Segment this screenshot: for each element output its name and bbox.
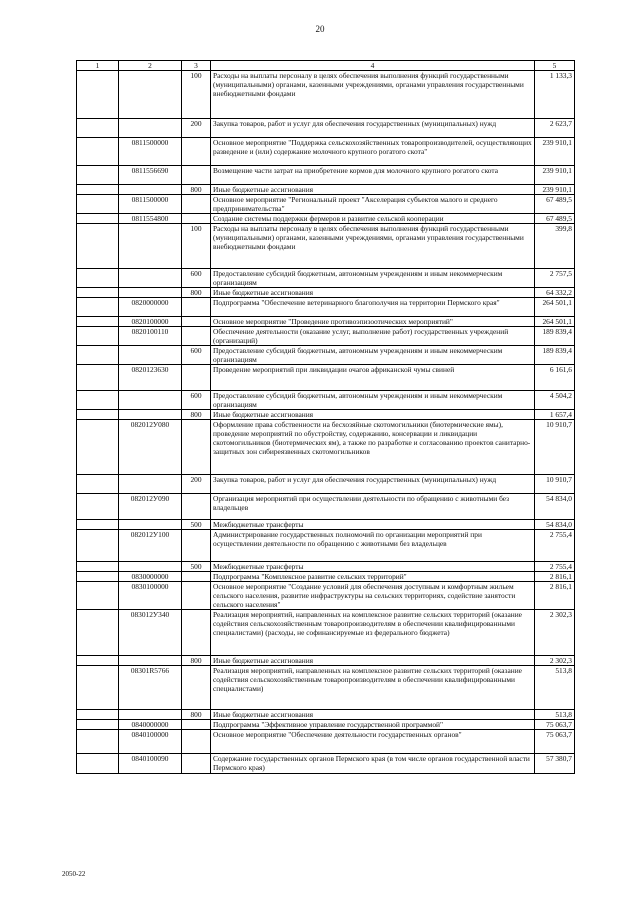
- description-cell: Предоставление субсидий бюджетным, автономным учреждениям и иным некоммерческим организациям: [211, 391, 535, 410]
- description-cell: Основное мероприятие "Проведение противоэпизоотических мероприятий": [211, 317, 535, 327]
- description-cell: Иные бюджетные ассигнования: [211, 410, 535, 420]
- table-row: [77, 530, 575, 562]
- amount-cell: 2 757,5: [535, 269, 575, 288]
- code-cell: 0820123630: [119, 365, 182, 391]
- description-cell: Межбюджетные трансферты: [211, 520, 535, 530]
- blank-cell: [77, 410, 119, 420]
- expense-type-cell: [182, 327, 211, 346]
- amount-cell: 64 332,2: [535, 288, 575, 298]
- amount-cell: 10 910,7: [535, 475, 575, 494]
- code-cell: [119, 410, 182, 420]
- code-cell: 0820100110: [119, 327, 182, 346]
- blank-cell: [77, 195, 119, 214]
- blank-cell: [77, 666, 119, 710]
- blank-cell: [77, 610, 119, 656]
- code-cell: [119, 710, 182, 720]
- description-cell: Оформление права собственности на бесхозяйные скотомогильники (биотермические ямы), проведение мероприятий по обустройству, содержанию, консервации и ликвидации скотомогильников (биотермических ям), а также по разработке и согласованию проектов санитарно-защитных зон сибиреязвенных скотомогильников: [211, 420, 535, 475]
- expense-type-cell: [182, 610, 211, 656]
- blank-cell: [77, 224, 119, 269]
- code-cell: [119, 475, 182, 494]
- description-cell: Возмещение части затрат на приобретение кормов для молочного крупного рогатого скота: [211, 166, 535, 185]
- description-cell: Администрирование государственных полномочий по организации мероприятий при осуществлении деятельности по обращению с животными без владельцев: [211, 530, 535, 562]
- expense-type-cell: [182, 138, 211, 166]
- amount-cell: 239 910,1: [535, 138, 575, 166]
- description-cell: Иные бюджетные ассигнования: [211, 710, 535, 720]
- table-row: [77, 346, 575, 365]
- table-row: [77, 494, 575, 520]
- table-row: [77, 365, 575, 391]
- table-row: [77, 391, 575, 410]
- code-cell: [119, 288, 182, 298]
- blank-cell: [77, 365, 119, 391]
- page-number: 20: [315, 24, 325, 34]
- code-cell: 0820100000: [119, 317, 182, 327]
- description-cell: Иные бюджетные ассигнования: [211, 288, 535, 298]
- description-cell: Закупка товаров, работ и услуг для обеспечения государственных (муниципальных) нужд: [211, 475, 535, 494]
- description-cell: Подпрограмма "Комплексное развитие сельских территорий": [211, 572, 535, 582]
- code-cell: 082012У100: [119, 530, 182, 562]
- blank-cell: [77, 317, 119, 327]
- amount-cell: 1 133,3: [535, 71, 575, 119]
- code-cell: 082012У080: [119, 420, 182, 475]
- amount-cell: 399,8: [535, 224, 575, 269]
- amount-cell: 10 910,7: [535, 420, 575, 475]
- blank-cell: [77, 420, 119, 475]
- code-cell: 0840000000: [119, 720, 182, 730]
- table-header-row: [77, 61, 575, 71]
- blank-cell: [77, 119, 119, 138]
- table-row: [77, 710, 575, 720]
- table-row: [77, 288, 575, 298]
- expense-type-cell: [182, 195, 211, 214]
- description-cell: Расходы на выплаты персоналу в целях обеспечения выполнения функций государственными (муниципальными) органами, казенными учреждениями, органами управления государственными внебюджетными фондами: [211, 224, 535, 269]
- amount-cell: 75 063,7: [535, 720, 575, 730]
- amount-cell: 67 489,5: [535, 195, 575, 214]
- code-cell: [119, 391, 182, 410]
- expense-type-cell: [182, 214, 211, 224]
- description-cell: Закупка товаров, работ и услуг для обеспечения государственных (муниципальных) нужд: [211, 119, 535, 138]
- expense-type-cell: 800: [182, 185, 211, 195]
- amount-cell: 54 834,0: [535, 520, 575, 530]
- blank-cell: [77, 494, 119, 520]
- code-cell: [119, 520, 182, 530]
- expense-type-cell: 800: [182, 656, 211, 666]
- amount-cell: 189 839,4: [535, 327, 575, 346]
- amount-cell: 54 834,0: [535, 494, 575, 520]
- expense-type-cell: 500: [182, 520, 211, 530]
- amount-cell: 239 910,1: [535, 185, 575, 195]
- table-row: [77, 224, 575, 269]
- blank-cell: [77, 475, 119, 494]
- code-cell: 0811556690: [119, 166, 182, 185]
- table-row: [77, 754, 575, 774]
- blank-cell: [77, 327, 119, 346]
- code-cell: [119, 119, 182, 138]
- blank-cell: [77, 166, 119, 185]
- expense-type-cell: 100: [182, 224, 211, 269]
- table-row: [77, 195, 575, 214]
- table-row: [77, 666, 575, 710]
- description-cell: Иные бюджетные ассигнования: [211, 185, 535, 195]
- table-row: [77, 572, 575, 582]
- table-row: [77, 656, 575, 666]
- expense-type-cell: 100: [182, 71, 211, 119]
- table-row: [77, 420, 575, 475]
- description-cell: Подпрограмма "Эффективное управление государственной программой": [211, 720, 535, 730]
- table-row: [77, 610, 575, 656]
- description-cell: Расходы на выплаты персоналу в целях обеспечения выполнения функций государственными (муниципальными) органами, казенными учреждениями, органами управления государственными внебюджетными фондами: [211, 71, 535, 119]
- amount-cell: 189 839,4: [535, 346, 575, 365]
- description-cell: Реализация мероприятий, направленных на комплексное развитие сельских территорий (оказание содействия сельскохозяйственным товаропроизводителям в обеспечении квалифицированными специалистами): [211, 666, 535, 710]
- header-cell: 4: [211, 61, 535, 71]
- blank-cell: [77, 730, 119, 754]
- amount-cell: 264 501,1: [535, 317, 575, 327]
- header-cell: 1: [77, 61, 119, 71]
- amount-cell: 2 816,1: [535, 582, 575, 610]
- blank-cell: [77, 720, 119, 730]
- expense-type-cell: 800: [182, 410, 211, 420]
- blank-cell: [77, 582, 119, 610]
- description-cell: Основное мероприятие "Региональный проект "Акселерация субъектов малого и среднего предпринимательства": [211, 195, 535, 214]
- expense-type-cell: [182, 720, 211, 730]
- header-cell: 5: [535, 61, 575, 71]
- expense-type-cell: 800: [182, 288, 211, 298]
- code-cell: 0811554800: [119, 214, 182, 224]
- amount-cell: 2 755,4: [535, 562, 575, 572]
- amount-cell: 264 501,1: [535, 298, 575, 317]
- table-row: [77, 166, 575, 185]
- amount-cell: 2 302,3: [535, 610, 575, 656]
- blank-cell: [77, 71, 119, 119]
- description-cell: Предоставление субсидий бюджетным, автономным учреждениям и иным некоммерческим организациям: [211, 346, 535, 365]
- amount-cell: 239 910,1: [535, 166, 575, 185]
- code-cell: [119, 71, 182, 119]
- table-row: [77, 138, 575, 166]
- blank-cell: [77, 530, 119, 562]
- description-cell: Реализация мероприятий, направленных на комплексное развитие сельских территорий (оказание содействия сельскохозяйственным товаропроизводителям в обеспечении квалифицированными специалистами) (расходы, не софинансируемые из федерального бюджета): [211, 610, 535, 656]
- amount-cell: 513,8: [535, 710, 575, 720]
- description-cell: Проведение мероприятий при ликвидации очагов африканской чумы свиней: [211, 365, 535, 391]
- expense-type-cell: [182, 317, 211, 327]
- table-row: [77, 119, 575, 138]
- blank-cell: [77, 391, 119, 410]
- expense-type-cell: [182, 365, 211, 391]
- description-cell: Обеспечение деятельности (оказание услуг, выполнение работ) государственных учреждений (организаций): [211, 327, 535, 346]
- amount-cell: 2 623,7: [535, 119, 575, 138]
- table-row: [77, 298, 575, 317]
- expense-type-cell: 200: [182, 475, 211, 494]
- blank-cell: [77, 288, 119, 298]
- expense-type-cell: 200: [182, 119, 211, 138]
- blank-cell: [77, 298, 119, 317]
- amount-cell: 4 504,2: [535, 391, 575, 410]
- expense-type-cell: [182, 166, 211, 185]
- code-cell: 0811500000: [119, 195, 182, 214]
- description-cell: Предоставление субсидий бюджетным, автономным учреждениям и иным некоммерческим организациям: [211, 269, 535, 288]
- table-row: [77, 475, 575, 494]
- code-cell: 0840100000: [119, 730, 182, 754]
- code-cell: 0820000000: [119, 298, 182, 317]
- expense-type-cell: 600: [182, 269, 211, 288]
- description-cell: Основное мероприятие "Поддержка сельскохозяйственных товаропроизводителей, осуществляющих разведение и (или) содержание молочного крупного рогатого скота": [211, 138, 535, 166]
- expense-type-cell: [182, 582, 211, 610]
- description-cell: Создание системы поддержки фермеров и развитие сельской кооперации: [211, 214, 535, 224]
- expense-type-cell: [182, 730, 211, 754]
- description-cell: Иные бюджетные ассигнования: [211, 656, 535, 666]
- table-row: [77, 214, 575, 224]
- blank-cell: [77, 138, 119, 166]
- table-row: [77, 562, 575, 572]
- amount-cell: 67 489,5: [535, 214, 575, 224]
- code-cell: 08301R5766: [119, 666, 182, 710]
- blank-cell: [77, 562, 119, 572]
- blank-cell: [77, 520, 119, 530]
- table-row: [77, 317, 575, 327]
- amount-cell: 6 161,6: [535, 365, 575, 391]
- code-cell: [119, 185, 182, 195]
- expense-type-cell: [182, 420, 211, 475]
- blank-cell: [77, 572, 119, 582]
- code-cell: 082012У090: [119, 494, 182, 520]
- table-row: [77, 410, 575, 420]
- expense-type-cell: [182, 530, 211, 562]
- amount-cell: 1 657,4: [535, 410, 575, 420]
- description-cell: Основное мероприятие "Создание условий для обеспечения доступным и комфортным жильем сельского населения, развитие инфраструктуры на сельских территориях, содействие занятости сельского населения": [211, 582, 535, 610]
- table-row: [77, 720, 575, 730]
- blank-cell: [77, 185, 119, 195]
- table-row: [77, 185, 575, 195]
- expense-type-cell: 800: [182, 710, 211, 720]
- expense-type-cell: 500: [182, 562, 211, 572]
- table-row: [77, 71, 575, 119]
- code-cell: 0830100000: [119, 582, 182, 610]
- expense-type-cell: [182, 494, 211, 520]
- document-footer-code: 2050-22: [62, 870, 86, 878]
- header-cell: 3: [182, 61, 211, 71]
- description-cell: Межбюджетные трансферты: [211, 562, 535, 572]
- amount-cell: 2 302,3: [535, 656, 575, 666]
- expense-type-cell: [182, 666, 211, 710]
- code-cell: [119, 346, 182, 365]
- description-cell: Подпрограмма "Обеспечение ветеринарного благополучия на территории Пермского края": [211, 298, 535, 317]
- code-cell: [119, 562, 182, 572]
- table-row: [77, 582, 575, 610]
- table-row: [77, 730, 575, 754]
- expense-type-cell: 600: [182, 346, 211, 365]
- code-cell: 0830000000: [119, 572, 182, 582]
- description-cell: Организация мероприятий при осуществлении деятельности по обращению с животными без владельцев: [211, 494, 535, 520]
- amount-cell: 75 063,7: [535, 730, 575, 754]
- blank-cell: [77, 269, 119, 288]
- amount-cell: 513,8: [535, 666, 575, 710]
- code-cell: 0840100090: [119, 754, 182, 774]
- blank-cell: [77, 214, 119, 224]
- blank-cell: [77, 710, 119, 720]
- table-row: [77, 269, 575, 288]
- expense-type-cell: 600: [182, 391, 211, 410]
- amount-cell: 2 816,1: [535, 572, 575, 582]
- code-cell: 083012У340: [119, 610, 182, 656]
- code-cell: [119, 269, 182, 288]
- code-cell: [119, 224, 182, 269]
- description-cell: Основное мероприятие "Обеспечение деятельности государственных органов": [211, 730, 535, 754]
- code-cell: 0811500000: [119, 138, 182, 166]
- budget-table: [76, 60, 575, 774]
- amount-cell: 57 380,7: [535, 754, 575, 774]
- amount-cell: 2 755,4: [535, 530, 575, 562]
- table-row: [77, 520, 575, 530]
- expense-type-cell: [182, 298, 211, 317]
- expense-type-cell: [182, 572, 211, 582]
- header-cell: 2: [119, 61, 182, 71]
- blank-cell: [77, 656, 119, 666]
- blank-cell: [77, 346, 119, 365]
- expense-type-cell: [182, 754, 211, 774]
- code-cell: [119, 656, 182, 666]
- blank-cell: [77, 754, 119, 774]
- table-row: [77, 327, 575, 346]
- description-cell: Содержание государственных органов Пермского края (в том числе органов государственной власти Пермского края): [211, 754, 535, 774]
